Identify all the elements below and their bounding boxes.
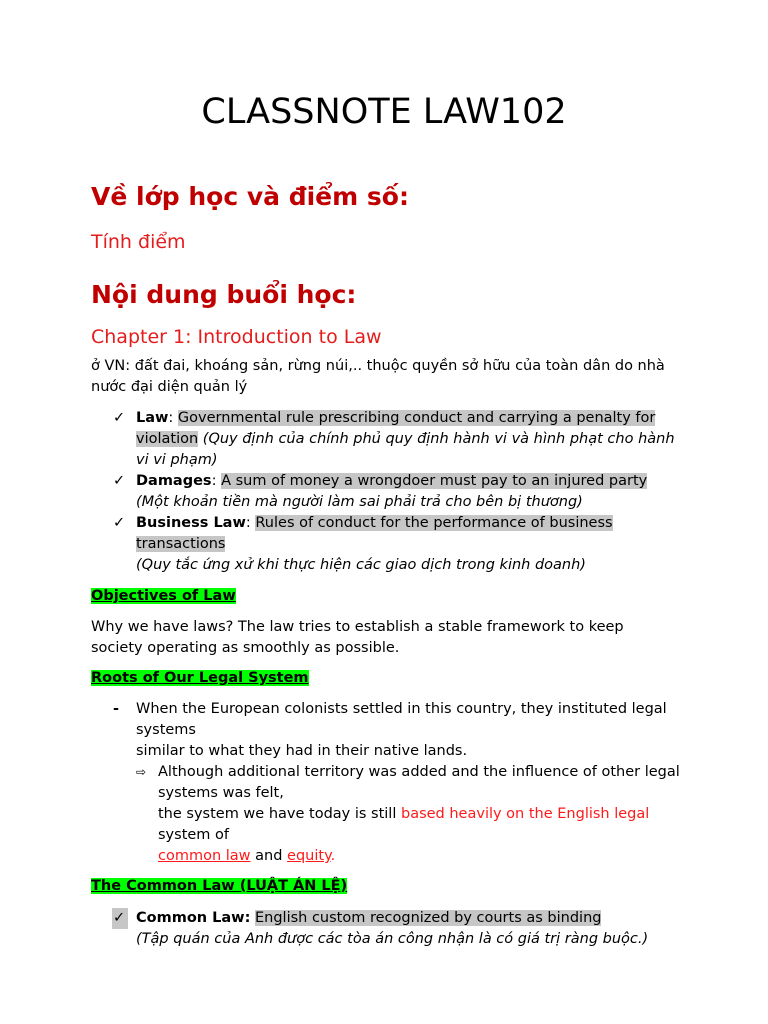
highlighted-phrase: based heavily on the English legal [400,806,650,822]
page-title: CLASSNOTE LAW102 [201,92,567,132]
arrow-right-icon: ⇨ [136,765,147,779]
translation-text: (Một khoản tiền mà người làm sai phải trả cho bên bị thương) [136,494,583,510]
heading-grades: Về lớp học và điểm số: [91,182,409,211]
translation-text: (Tập quán của Anh được các tòa án công nhận là có giá trị ràng buộc.) [136,931,649,947]
chapter-heading: Chapter 1: Introduction to Law [91,326,382,348]
common-law-link[interactable]: common law [158,848,251,864]
heading-lesson-content: Nội dung buổi học: [91,280,357,309]
definition-text: Governmental rule prescribing conduct and carrying a penalty for violation [136,410,656,447]
common-law-heading-line [91,876,691,897]
objectives-heading: Objectives of Law [91,588,236,604]
definition-item-common-law [91,908,691,950]
term: Business Law [136,515,246,531]
check-icon: ✓ [113,410,126,426]
translation-text: (Quy định của chính phủ quy định hành vi và hình phạt cho hành vi vi phạm) [136,431,675,468]
roots-subpoint: ⇨ Although additional territory was added and the influence of other legal systems was felt, the system we have today is still based heavily on the English legal system of common law and equity. [136,764,680,864]
definition-item-damages: ✓ Damages: A sum of money a wrongdoer must pay to an injured party (Một khoản tiền mà người làm sai phải trả cho bên bị thương) [113,473,648,510]
term: Common Law: [136,910,251,926]
dash-bullet: - [113,701,120,717]
definition-text: A sum of money a wrongdoer must pay to an injured party [221,473,648,489]
check-icon: ✓ [113,473,126,489]
intro-paragraph: ở VN: đất đai, khoáng sản, rừng núi,.. thuộc quyền sở hữu của toàn dân do nhà nước đại diện quản lý [91,358,665,395]
term: Damages [136,473,212,489]
definition-item-business-law: ✓ Business Law: Rules of conduct for the performance of business transactions (Quy tắc ứng xử khi thực hiện các giao dịch trong kinh doanh) [113,515,613,573]
definition-text: Rules of conduct for the performance of business transactions [136,515,613,552]
definitions-list [91,408,691,576]
roots-list [91,699,681,867]
common-law-heading: The Common Law (LUẬT ÁN LỆ) [91,878,348,894]
check-icon: ✓ [113,515,126,531]
objectives-paragraph: Why we have laws? The law tries to establish a stable framework to keep society operating as smoothly as possible. [91,619,624,656]
equity-link[interactable]: equity [287,848,331,864]
term: Law [136,410,169,426]
objectives-heading-line [91,586,691,607]
subheading-grading: Tính điểm [91,231,186,253]
roots-heading-line [91,668,691,689]
definition-item-law: ✓ Law: Governmental rule prescribing conduct and carrying a penalty for violation (Quy định của chính phủ quy định hành vi và hình phạt cho hành vi vi phạm) [113,410,675,468]
roots-point: - When the European colonists settled in this country, they instituted legal systems similar to what they had in their native lands. [113,701,667,759]
definition-text: English custom recognized by courts as binding [254,910,602,926]
roots-heading: Roots of Our Legal System [91,670,309,686]
common-law-list [91,908,691,950]
check-icon: ✓ [112,908,128,929]
translation-text: (Quy tắc ứng xử khi thực hiện các giao dịch trong kinh doanh) [136,557,586,573]
